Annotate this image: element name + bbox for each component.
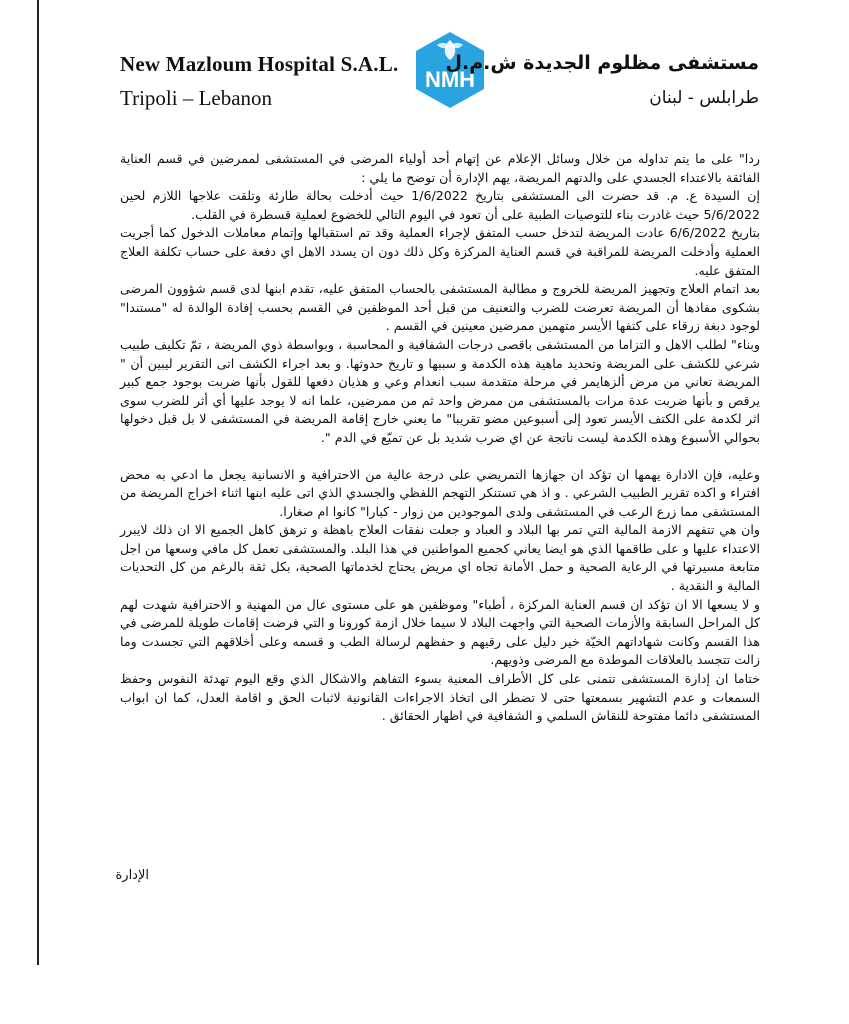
paragraph-return: بتاريخ 6/6/2022 عادت المريضة لتدخل حسب المتفق لإجراء العملية وقد تم استقبالها وإتمام معاملات الدخول كما أجريت العملية وأدخلت المريضة للمراقبة في قسم العناية المركزة وكل ذلك دون ان يسدد الاهل اي دفعة على حساب تكلفة العلاج المتفق عليه. — [120, 225, 760, 278]
paragraph-gap — [120, 448, 760, 466]
hospital-city-arabic: طرابلس - لبنان — [649, 88, 759, 108]
paragraph-icu-praise: و لا يسعها الا ان تؤكد ان قسم العناية المركزة ، أطباء" وموظفين هو على مستوى عال من المهنية و الاحترافية شهدت لهم كل المراحل السابقة والأزمات الصحية التي واجهت البلاد لا سيما خلال ازمة كورونا و التي فرضت إقامات طويلة للمرضى في هذا القسم وكانت شهاداتهم الخيّة خير دليل على رقيهم و حفظهم لرسالة الطب و قسمه وعلى أخلاقهم التي تجسدت وما زالت تتجسد بالعلاقات الموطدة مع المرضى وذويهم. — [120, 596, 760, 668]
page-edge-line — [37, 0, 39, 965]
statement-body — [120, 150, 760, 726]
paragraph-intro: ردا" على ما يتم تداوله من خلال وسائل الإعلام عن إتهام أحد أولياء المرضى في المستشفى لممرضين في قسم العناية الفائقة بالاعتداء الجسدي على والدتهم المريضة، يهم الإدارة أن توضح ما يلي : — [120, 151, 760, 185]
hospital-city-english: Tripoli – Lebanon — [120, 86, 273, 110]
hospital-name-arabic: مستشفى مظلوم الجديدة ش.م.ل — [445, 52, 759, 74]
paragraph-financial-crisis: وان هي تتفهم الازمة المالية التي تمر بها البلاد و العباد و جعلت نفقات العلاج باهظة و ترهق كاهل الجميع الا ان ذلك لايبرر الاعتداء عليها و على طاقمها الذي هو ايضا يعاني كجميع المواطنين في هذا البلد. والمستشفى تعمل كل مافي وسعها من اجل متابعة مسيرتها في الرعاية الصحية و حمل الأمانة تجاه اي مريض يحتاج لخدماتها الصحية، بكل ثقة بالرغم من كل التحديات المالية و النقدية . — [120, 522, 760, 594]
signature-administration: الإدارة — [115, 868, 149, 883]
paragraph-conclusion: وعليه، فإن الادارة يهمها ان تؤكد ان جهازها التمريضي على درجة عالية من الاحترافية و الانسانية يجعل ما ادعي به محض افتراء و اكده تقرير الطبيب الشرعي . و اذ هي تستنكر التهجم اللفظي والجسدي الذي اتى عليه ابنها اثناء اخراج المريضة من المستشفى مما زرع الرعب في المستشفى ولدى الموجودين من زوار - كبارا" كانوا ام صغارا. — [120, 466, 760, 519]
paragraph-admission: إن السيدة ع. م. قد حضرت الى المستشفى بتاريخ 1/6/2022 حيث أدخلت بحالة طارئة وتلقت علاجها اللازم لحين 5/6/2022 حيث غادرت بناء للتوصيات الطبية على أن تعود في اليوم التالي للخضوع لعملية قسطرة في القلب. — [120, 188, 761, 222]
paragraph-forensic-report: وبناء" لطلب الاهل و التزاما من المستشفى باقصى درجات الشفافية و المحاسبة ، وبواسطة ذوي المريضة ، تمّ تكليف طبيب شرعي للكشف على المريضة وتحديد ماهية هذه الكدمة و سببها و تاريخ حدوثها. و بعد اجراء الكشف اتى التقرير ليبين أن " المريضة تعاني من مرض ألزهايمر في مرحلة متقدمة سبب انعدام وعي و هذيان دفعها للقول بأنها ضربت بوجود جمع كبير يرقص و بأنها ضربت عدة مرات بالمستشفى من ممرض واحد ثم من ممرضين، علما انه لا يوجد عليها أي أثر للضرب سوى اثر لكدمة على الكتف الأيسر تعود إلى أسبوعين مضو تقريبا" ما يعني خارج إقامة المريضة في المستشفى لا بل قبل دخولها بحوالي الأسبوع وهذه الكدمة ليست ناتجة عن اي ضرب شديد بل عن تميّع في الدم ". — [120, 336, 760, 445]
paragraph-closing: ختاما ان إدارة المستشفى تتمنى على كل الأطراف المعنية بسوء التفاهم والاشكال الذي وقع اليوم تهدئة النفوس وحفظ السمعات و عدم التشهير بسمعتها حتى لا تضطر الى اتخاذ الاجراءات القانونية لاثبات الحق و اقامة العدل، كما ان ابواب المستشفى دائما مفتوحة للنقاش السلمي و الشفافية في اظهار الحقائق . — [120, 671, 760, 724]
paragraph-complaint: بعد اتمام العلاج وتجهيز المريضة للخروج و مطالبة المستشفى بالحساب المتفق عليه، تقدم ابنها لدى قسم شؤوون المرضى بشكوى مفادها أن المريضة تعرضت للضرب والتعنيف من قبل أحد الموظفين في القسم بحسب إفادة الوالدة له "مستندا" لوجود دبغة زرقاء على كتفها الأيسر متهمين ممرضين معينين في القسم . — [120, 281, 760, 334]
logo-lettering: NMH — [424, 67, 476, 92]
hospital-name-english: New Mazloum Hospital S.A.L. — [120, 52, 399, 76]
